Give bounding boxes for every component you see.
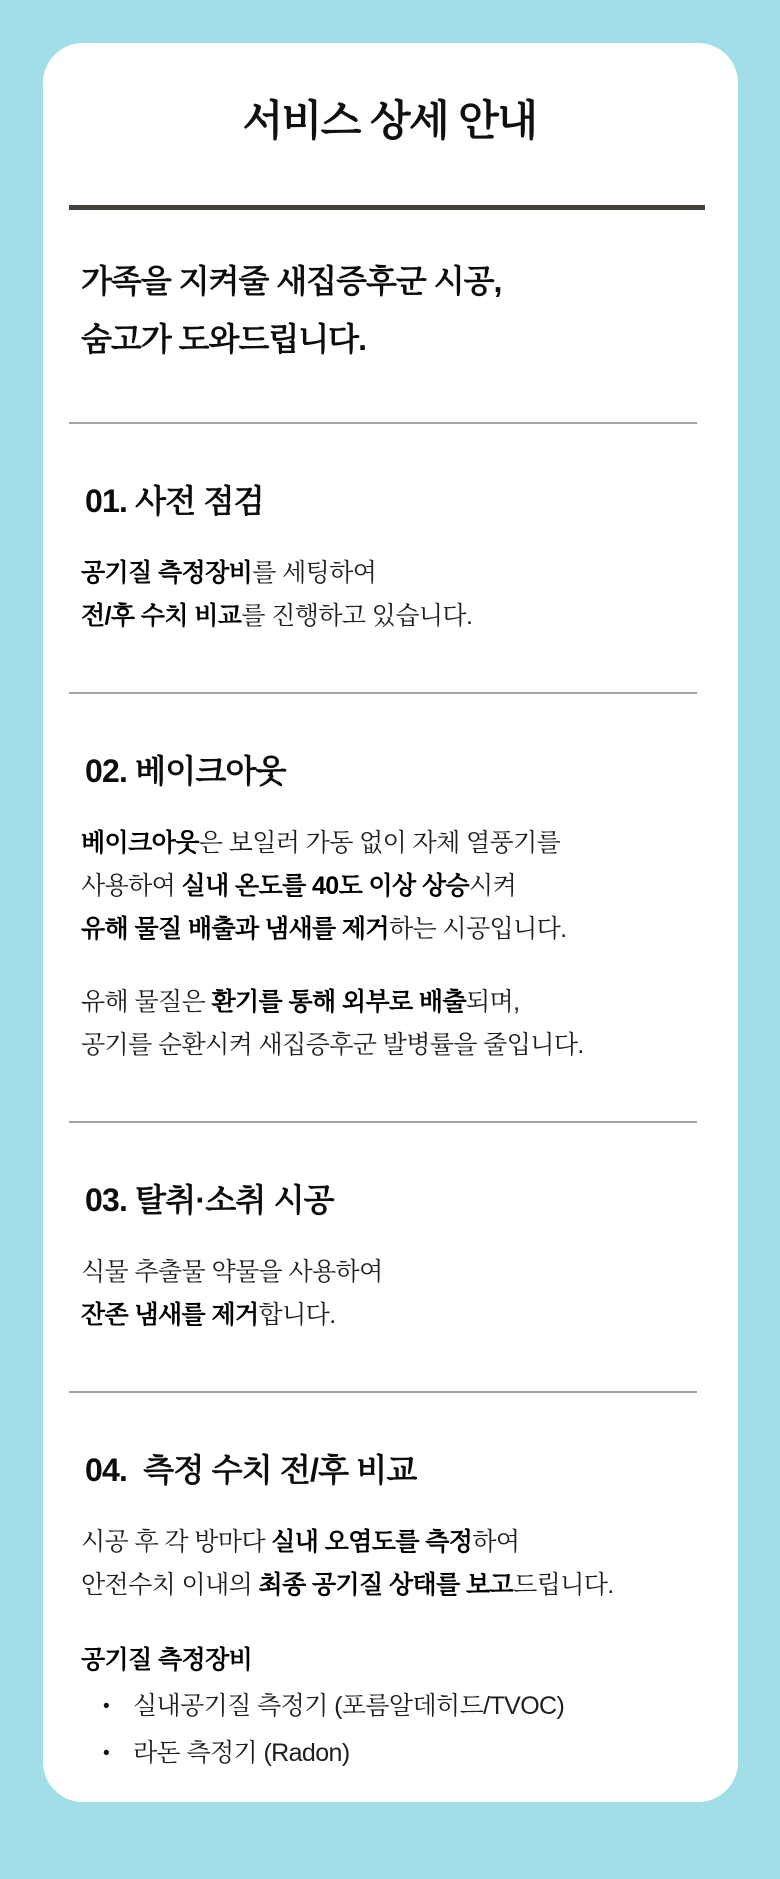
regular-text: 하는 시공입니다.: [388, 915, 567, 944]
intro-line-2: 숨고가 도와드립니다.: [81, 321, 366, 358]
service-section: [81, 1391, 698, 1777]
equipment-block: [81, 1641, 698, 1777]
regular-text: 시공 후 각 방마다: [81, 1528, 272, 1557]
section-divider: [69, 422, 697, 424]
regular-text: 사용하여: [81, 872, 182, 901]
paragraph: [81, 552, 698, 638]
text-line: [81, 595, 698, 638]
text-line: [81, 1521, 698, 1564]
section-body: [81, 552, 698, 638]
section-divider: [69, 1121, 697, 1123]
text-line: [81, 1564, 698, 1607]
bold-text: 최종 공기질 상태를 보고: [258, 1571, 514, 1600]
service-section: [81, 1121, 698, 1337]
bold-text: 전/후 수치 비교: [81, 602, 242, 631]
regular-text: 되며,: [466, 988, 520, 1017]
section-body: [81, 822, 698, 1067]
regular-text: 식물 추출물 약물을 사용하여: [81, 1258, 383, 1287]
intro-line-1: 가족을 지켜줄 새집증후군 시공,: [81, 263, 502, 300]
bullet-icon: •: [103, 1743, 110, 1765]
intro-heading: [81, 252, 698, 368]
bold-text: 실내 오염도를 측정: [271, 1528, 473, 1557]
regular-text: 안전수치 이내의: [81, 1571, 259, 1600]
paragraph: [81, 981, 698, 1067]
regular-text: 공기를 순환시켜 새집증후군 발병률을 줄입니다.: [81, 1031, 584, 1060]
section-divider: [69, 1391, 697, 1393]
regular-text: 드립니다.: [513, 1571, 614, 1600]
paragraph: [81, 1251, 698, 1337]
text-line: [81, 1024, 698, 1067]
equipment-item-text: 라돈 측정기 (Radon): [133, 1739, 350, 1768]
service-detail-card: [43, 43, 738, 1802]
equipment-item-text: 실내공기질 측정기 (포름알데히드/TVOC): [133, 1692, 565, 1721]
section-body: [81, 1521, 698, 1777]
section-body: [81, 1251, 698, 1337]
sections-container: [81, 422, 698, 1777]
title-divider: [69, 205, 705, 210]
bold-text: 유해 물질 배출과 냄새를 제거: [81, 915, 389, 944]
regular-text: 를 진행하고 있습니다.: [241, 602, 473, 631]
regular-text: 은 보일러 가동 없이 자체 열풍기를: [198, 829, 561, 858]
bold-text: 잔존 냄새를 제거: [81, 1301, 259, 1330]
section-heading: 01. 사전 점검: [85, 483, 264, 520]
page-title: 서비스 상세 안내: [242, 97, 537, 144]
text-line: [81, 1294, 698, 1337]
section-heading: 03. 탈취·소취 시공: [85, 1182, 334, 1219]
text-line: [81, 552, 698, 595]
regular-text: 유해 물질은: [81, 988, 212, 1017]
text-line: [81, 908, 698, 951]
paragraph: [81, 1521, 698, 1607]
equipment-item: [103, 1730, 698, 1777]
section-heading: 02. 베이크아웃: [85, 753, 286, 790]
section-divider: [69, 692, 697, 694]
regular-text: 시켜: [469, 872, 517, 901]
regular-text: 하여: [472, 1528, 520, 1557]
bold-text: 베이크아웃: [81, 829, 199, 858]
text-line: [81, 981, 698, 1024]
text-line: [81, 1251, 698, 1294]
bold-text: 환기를 통해 외부로 배출: [211, 988, 466, 1017]
regular-text: 를 세팅하여: [252, 559, 377, 588]
section-heading: 04. 측정 수치 전/후 비교: [85, 1452, 417, 1489]
text-line: [81, 822, 698, 865]
regular-text: 합니다.: [258, 1301, 336, 1330]
equipment-item: [103, 1683, 698, 1730]
bold-text: 공기질 측정장비: [81, 559, 253, 588]
equipment-list: [81, 1683, 698, 1777]
service-section: [81, 422, 698, 638]
bullet-icon: •: [103, 1696, 110, 1718]
paragraph: [81, 822, 698, 951]
service-section: [81, 692, 698, 1067]
bold-text: 실내 온도를 40도 이상 상승: [181, 872, 470, 901]
text-line: [81, 865, 698, 908]
equipment-label: 공기질 측정장비: [81, 1646, 253, 1675]
